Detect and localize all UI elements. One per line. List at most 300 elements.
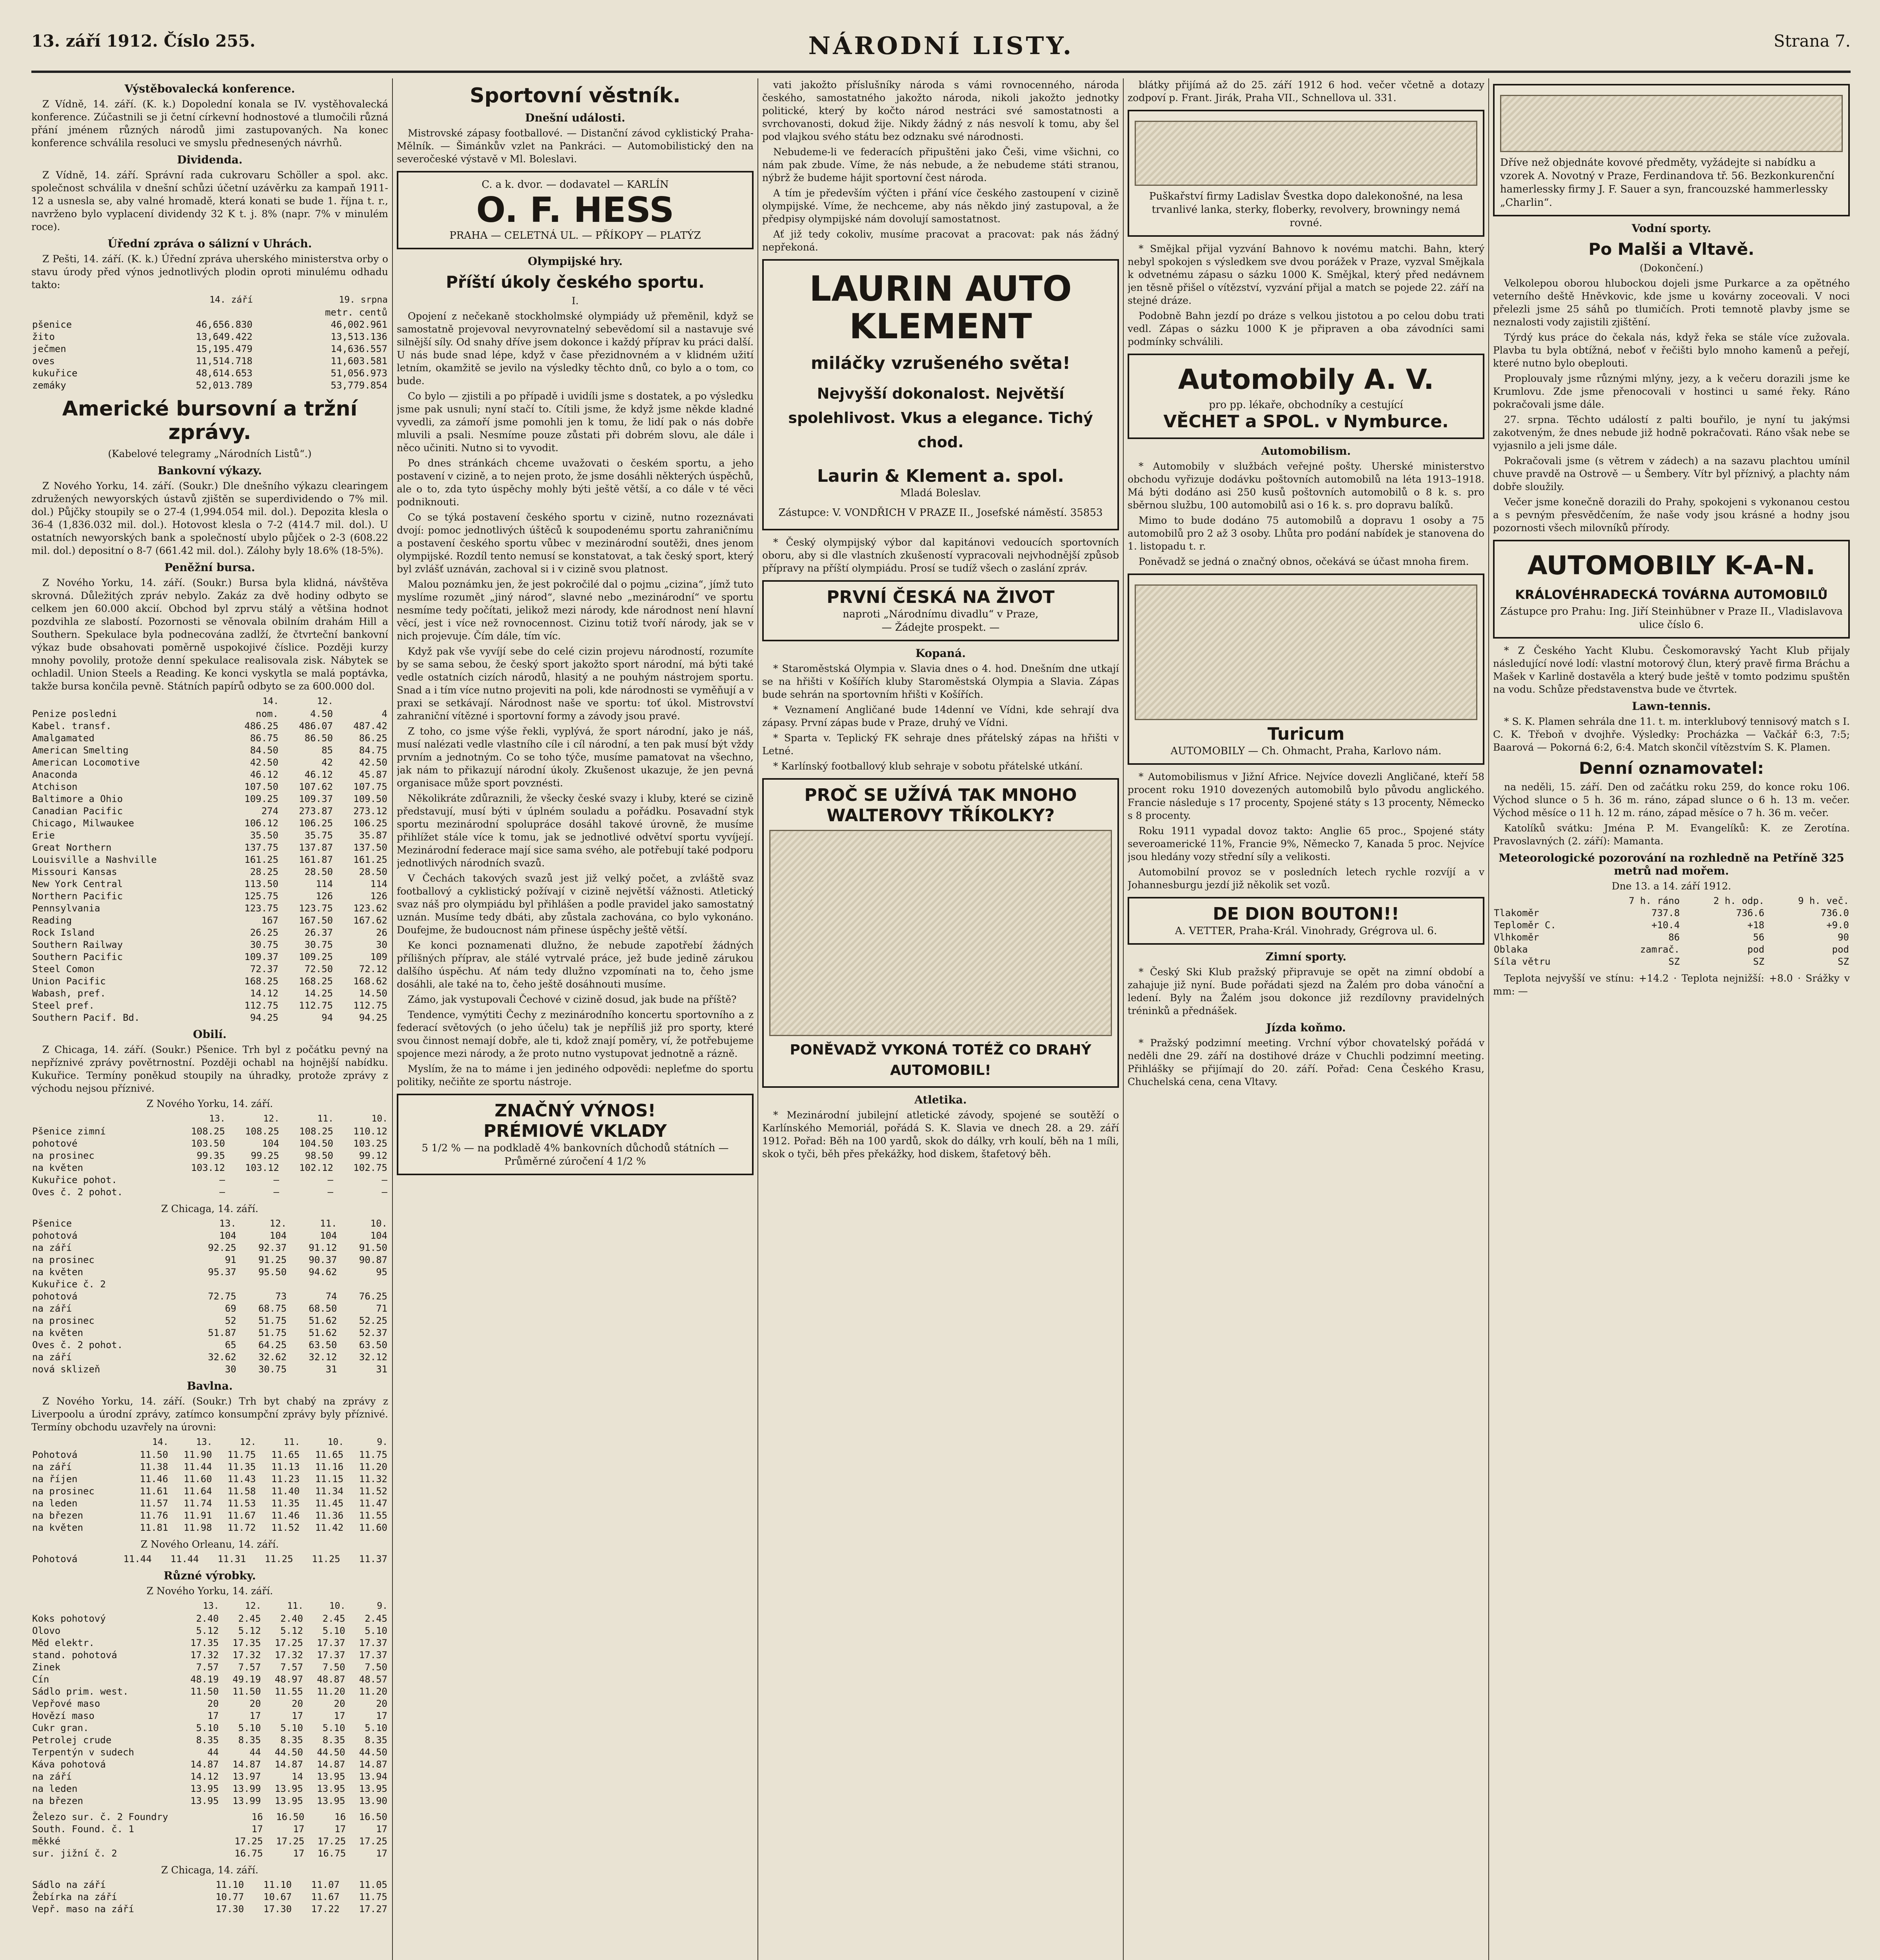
headline: Automobilism. bbox=[1261, 445, 1351, 457]
table-cell: 30.75 bbox=[304, 939, 333, 950]
table-cell: 11.65 bbox=[271, 1449, 300, 1460]
table-cell: 12. bbox=[269, 1218, 287, 1229]
table-row bbox=[31, 1254, 388, 1266]
table-cell: 114 bbox=[370, 878, 387, 889]
article-paragraph: Po dnes stránkách chceme uvažovati o českém sportu, a jeho postavení v cizině, a to nejen proto, že jsme dosáhli některých úspěchů, ale o to, zda tyto úspěchy mohly býti ještě větší, a co dále v té věci podniknouti. bbox=[397, 457, 754, 508]
table-cell: 13.95 bbox=[359, 1783, 387, 1794]
table-cell: +18 bbox=[1747, 920, 1765, 931]
table-cell: — bbox=[219, 1187, 225, 1198]
article-paragraph: Automobilní provoz se v posledních letech rychle rozvíjí a v Johannesburgu jezdí již několik set vozů. bbox=[1128, 866, 1484, 891]
car-illustration bbox=[1135, 584, 1477, 720]
table-row bbox=[31, 829, 388, 842]
table-cell: metr. centů bbox=[325, 307, 387, 318]
table-cell: 11.35 bbox=[227, 1461, 256, 1472]
table-row bbox=[31, 1734, 388, 1746]
table-cell: 14.50 bbox=[359, 988, 387, 999]
advertisement-automobily-av bbox=[1128, 354, 1484, 439]
table-cell: Steel Comon bbox=[32, 964, 94, 975]
market-label: Z Nového Orleanu, 14. září. bbox=[140, 1539, 279, 1550]
table-cell: 17.32 bbox=[274, 1650, 303, 1661]
table-row bbox=[31, 1637, 388, 1649]
article-body bbox=[1128, 460, 1484, 568]
table-row bbox=[1493, 944, 1850, 956]
ad-title: Turicum bbox=[1267, 724, 1345, 744]
table-cell: na září bbox=[32, 1352, 72, 1363]
table-cell: Great Northern bbox=[32, 842, 112, 853]
table-cell: 48.97 bbox=[274, 1674, 303, 1685]
table-cell: 11.76 bbox=[140, 1510, 168, 1521]
table-row bbox=[31, 1230, 388, 1242]
table-cell: 20 bbox=[292, 1698, 303, 1709]
table-cell: 106.25 bbox=[299, 818, 333, 829]
table-row bbox=[31, 1162, 388, 1174]
table-cell: 86.75 bbox=[250, 733, 279, 744]
newspaper-title: NÁRODNÍ LISTY. bbox=[808, 31, 1074, 60]
table-header-cell: 12. bbox=[317, 696, 334, 706]
advertisement-turicum bbox=[1128, 573, 1484, 765]
table-header-cell: 11. bbox=[283, 1437, 300, 1447]
table-cell: 7.50 bbox=[322, 1662, 345, 1673]
table-row bbox=[31, 1242, 388, 1254]
article-paragraph: Mimo to bude dodáno 75 automobilů a dopravu 1 osoby a 75 automobilů pro 2 až 3 osoby. Lhůta pro podání nabídek je stanovena do 1. listopadu t. r. bbox=[1128, 515, 1484, 552]
article-paragraph: Myslím, že na to máme i jen jediného odpovědi: nepleťme do sportu politiky, nečiňte ze sportu nástroje. bbox=[397, 1063, 754, 1087]
section-headline: Denní oznamovatel: bbox=[1579, 759, 1764, 778]
table-cell: 11.98 bbox=[183, 1522, 212, 1533]
advertisement-svestka bbox=[1128, 110, 1484, 237]
table-cell: 48.57 bbox=[359, 1674, 387, 1685]
table-cell: 9 h. več. bbox=[1798, 895, 1849, 906]
table-cell: 5.12 bbox=[238, 1625, 261, 1636]
table-cell: 65 bbox=[225, 1339, 236, 1350]
table-cell: 161.25 bbox=[353, 854, 387, 865]
table-cell: 109 bbox=[370, 951, 387, 962]
table-cell: na září bbox=[32, 1303, 72, 1314]
table-cell: 16.50 bbox=[359, 1811, 387, 1822]
table-cell: 14.87 bbox=[359, 1759, 387, 1770]
table-cell: na květen bbox=[32, 1327, 84, 1338]
article-paragraph: Když pak vše vyvíjí sebe do celé cizin projevu národností, rozumíte by se sama sebou, že český sport jakožto sport národní, má býti také vedle ostatních cizích národů, hlasitý a ne pouhým nástrojem sportu. Snad a i tím více nutno projeviti na poli, kde národnosti se vyměňují a v praxi se setkávají. Národnost naše ve sportu: toť úkol. Mistrovství zahraniční vítězné i sportovní formy a závody jsou pravé. bbox=[397, 646, 754, 722]
ad-text: Mladá Boleslav. bbox=[900, 487, 981, 499]
table-cell: 104 bbox=[262, 1138, 279, 1149]
table-header-cell: 9. bbox=[377, 1437, 388, 1447]
table-row bbox=[31, 1485, 388, 1497]
table-cell: 5.10 bbox=[280, 1722, 303, 1733]
table-cell: 30 bbox=[225, 1364, 236, 1375]
table-row bbox=[31, 1315, 388, 1327]
table-cell: 17.35 bbox=[190, 1637, 219, 1648]
table-cell: 8.35 bbox=[238, 1735, 261, 1746]
table-cell: 11.05 bbox=[359, 1879, 387, 1890]
table-cell: 32.12 bbox=[359, 1352, 387, 1363]
table-cell: 13.95 bbox=[317, 1771, 345, 1782]
table-row bbox=[31, 1339, 388, 1351]
table-cell: 30.75 bbox=[250, 939, 279, 950]
table-cell: 11.91 bbox=[183, 1510, 212, 1521]
headline: Různé výrobky. bbox=[163, 1569, 256, 1582]
table-row bbox=[31, 927, 388, 939]
article-paragraph: A tím je především výčten i přání více českého zastoupení v cizině olympijské. Víme, že nechceme, aby nás někdo jiný zastupoval, a že předpisy olympijské nám dovolují samostatnost. bbox=[762, 187, 1119, 225]
article-paragraph: * Smějkal přijal vyzvání Bahnovo k novému matchi. Bahn, který nebyl spokojen s výsledkem sve dvou porážek v Praze, vyzval Smějkala k odvetnému zápasu o sázku 1000 K. Smějkal, který před nedávnem jen těsně přišel o vítězství, vyzvání přijal a match se pojede 22. září na stejné dráze. bbox=[1128, 243, 1484, 306]
table-cell: na březen bbox=[32, 1510, 84, 1521]
table-cell: 13.95 bbox=[274, 1795, 303, 1806]
table-cell: 11.47 bbox=[359, 1498, 387, 1509]
table-row bbox=[31, 1698, 388, 1710]
table-cell: 2 h. odp. bbox=[1713, 895, 1765, 906]
table-cell: 99.12 bbox=[359, 1150, 387, 1161]
table-cell: 26.25 bbox=[250, 927, 279, 938]
table-cell: 72.12 bbox=[359, 964, 387, 975]
table-cell: Atchison bbox=[32, 781, 78, 792]
table-row bbox=[31, 355, 388, 367]
table-header-cell bbox=[31, 1436, 125, 1449]
table-cell: 104 bbox=[370, 1230, 387, 1241]
table-cell: Vepř. maso na září bbox=[32, 1904, 134, 1915]
table-cell: 112.75 bbox=[353, 1000, 387, 1011]
table-cell: 17.35 bbox=[233, 1637, 261, 1648]
table-cell: 11.60 bbox=[359, 1522, 387, 1533]
table-row bbox=[31, 1661, 388, 1673]
gun-illustration bbox=[1500, 95, 1843, 152]
table-row bbox=[31, 1278, 388, 1290]
table-cell: 107.62 bbox=[299, 781, 333, 792]
table-cell: 14.87 bbox=[274, 1759, 303, 1770]
table-cell: 17.22 bbox=[311, 1904, 340, 1915]
table-cell: 11.16 bbox=[315, 1461, 344, 1472]
table-cell: 17.27 bbox=[359, 1904, 387, 1915]
table-cell: 112.75 bbox=[299, 1000, 333, 1011]
table-cell: 10.67 bbox=[263, 1891, 292, 1902]
table-cell: New York Central bbox=[32, 878, 123, 889]
table-header bbox=[31, 294, 388, 307]
table-cell: 30.75 bbox=[258, 1364, 287, 1375]
table-cell: na květen bbox=[32, 1162, 84, 1173]
table-cell: 91.12 bbox=[309, 1242, 337, 1253]
table-cell: 11.61 bbox=[140, 1486, 168, 1497]
table-header-cell: 12. bbox=[240, 1437, 256, 1447]
table-cell bbox=[31, 307, 130, 319]
table-cell: Koks pohotový bbox=[32, 1613, 106, 1624]
table-cell: 107.50 bbox=[244, 781, 279, 792]
column-5 bbox=[1493, 78, 1850, 1960]
table-cell: 11.44 bbox=[123, 1553, 152, 1564]
issue-date: 13. září 1912. Číslo 255. bbox=[31, 31, 256, 51]
table-cell: 14.87 bbox=[233, 1759, 261, 1770]
article-paragraph: Ke konci poznamenati dlužno, že nebude zapotřebí žádných přílišných příprav, ale stálé vytrvalé práce, jež bude jedině zárukou dalšího úspěchu. Ať nám tedy dlužno vzpomínati na to, čeho jsme dosáhli, ale také na to, čeho ještě dosáhnouti musíme. bbox=[397, 940, 754, 990]
grain-table bbox=[31, 1112, 388, 1198]
table-cell: — bbox=[381, 1187, 387, 1198]
table-row bbox=[31, 720, 388, 732]
table-cell: 11.64 bbox=[183, 1486, 212, 1497]
table-cell: Tlakoměr bbox=[1494, 907, 1539, 918]
table-header-cell: 13. bbox=[196, 1437, 213, 1447]
ad-company: KRÁLOVÉHRADECKÁ TOVÁRNA AUTOMOBILŮ bbox=[1515, 587, 1828, 602]
table-cell: 7.50 bbox=[365, 1662, 387, 1673]
table-cell: 44 bbox=[207, 1747, 219, 1758]
table-cell: Union Pacific bbox=[32, 976, 106, 987]
table-cell: 113.50 bbox=[244, 878, 279, 889]
ad-text: A. VETTER, Praha-Král. Vinohrady, Grégrova ul. 6. bbox=[1175, 925, 1437, 937]
column-rule bbox=[757, 78, 758, 1960]
table-row bbox=[1493, 956, 1850, 968]
column-2 bbox=[397, 78, 754, 1960]
table-cell: 32.62 bbox=[208, 1352, 236, 1363]
table-cell: sur. jižní č. 2 bbox=[32, 1848, 117, 1859]
table-cell: 108.25 bbox=[299, 1126, 333, 1137]
table-cell: 16 bbox=[251, 1811, 263, 1822]
ad-title: O. F. HESS bbox=[476, 190, 674, 230]
table-cell: 11.07 bbox=[311, 1879, 340, 1890]
article-text: Z Nového Yorku, 14. září. (Soukr.) Dle dnešního výkazu clearingem združených newyorských ústavů zjištěn se superdividendo o 7% mil. dol.) Půjčky stoupily se o 27-4 (1,994.054 mil. dol.). Depozita klesla o 36-4 (1,836.032 mil. dol.). Hotovost klesla o 7-2 (414.7 mil. dol.). U ostatních newyorských bank a společností ubylo půjček o 2-3 (608.22 mil. dol.) depositní o 8-7 (661.42 mil. dol.). Zálohy byly 18.6% (18-5%). bbox=[31, 480, 388, 556]
table-cell: 68.75 bbox=[258, 1303, 287, 1314]
table-cell: 13,649.422 bbox=[196, 331, 252, 342]
table-cell: 17.32 bbox=[190, 1650, 219, 1661]
table-cell: 7 h. ráno bbox=[1629, 895, 1680, 906]
table-cell: 4 bbox=[381, 708, 387, 719]
column-1 bbox=[31, 78, 388, 1960]
article-paragraph: Několikráte zdůraznili, že všecky české svazy i kluby, které se cizině představují, musí býti v úplném souladu a pořádku. Posavadní styk sportu mezinárodní spolupráce dosáhl takové úrovně, že musíme přihlížet stále více k tomu, jak se jednotlivé odvětví sportu vyvíjejí. Mezinárodní federace mají sice sama svého, ale potřebují také podporu jednotlivých národních svazů. bbox=[397, 793, 754, 869]
table-cell: 167.50 bbox=[299, 915, 333, 926]
table-cell: 51.75 bbox=[258, 1327, 287, 1338]
table-cell: 11.44 bbox=[183, 1461, 212, 1472]
table-cell: Kukuřice č. 2 bbox=[32, 1279, 106, 1290]
advertisement-novotny bbox=[1493, 84, 1850, 216]
table-cell: na prosinec bbox=[32, 1150, 94, 1161]
table-cell: 17.37 bbox=[359, 1637, 387, 1648]
table-cell: 107.75 bbox=[353, 781, 387, 792]
table-cell bbox=[287, 1278, 338, 1290]
table-cell: 5.12 bbox=[280, 1625, 303, 1636]
table-cell: Železo sur. č. 2 Foundry bbox=[32, 1811, 168, 1822]
table-cell: 94.25 bbox=[250, 1012, 279, 1023]
table-cell: 137.87 bbox=[299, 842, 333, 853]
table-row bbox=[31, 1012, 388, 1024]
table-cell: 13. bbox=[219, 1218, 236, 1229]
table-cell: Oves č. 2 pohot. bbox=[32, 1339, 123, 1350]
table-cell: 28.50 bbox=[304, 866, 333, 877]
table-cell: pod bbox=[1832, 944, 1849, 955]
table-cell: 52.37 bbox=[359, 1327, 387, 1338]
table-cell: ječmen bbox=[32, 343, 66, 354]
advertisement-premium-deposits bbox=[397, 1094, 754, 1175]
table-cell: 13.99 bbox=[233, 1783, 261, 1794]
table-cell: 137.75 bbox=[244, 842, 279, 853]
table-cell: Southern Pacific bbox=[32, 951, 123, 962]
table-row bbox=[31, 367, 388, 379]
table-cell: +10.4 bbox=[1651, 920, 1680, 931]
table-header bbox=[31, 1600, 388, 1613]
table-cell: 44.50 bbox=[274, 1747, 303, 1758]
tricycle-illustration bbox=[769, 830, 1112, 1036]
table-cell: 72.37 bbox=[250, 964, 279, 975]
table-cell: 112.75 bbox=[244, 1000, 279, 1011]
section-headline: Americké bursovní a tržní zprávy. bbox=[62, 397, 358, 444]
table-cell: Oves č. 2 pohot. bbox=[32, 1187, 123, 1198]
table-cell: 14.87 bbox=[317, 1759, 345, 1770]
table-row bbox=[31, 890, 388, 902]
table-row bbox=[31, 1710, 388, 1722]
table-row bbox=[31, 854, 388, 866]
table-cell: Pšenice zimní bbox=[32, 1126, 106, 1137]
table-header-cell: 12. bbox=[263, 1114, 280, 1124]
table-row bbox=[31, 1473, 388, 1485]
table-cell: 44.50 bbox=[317, 1747, 345, 1758]
table-cell: 16.50 bbox=[276, 1811, 305, 1822]
table-cell: 137.50 bbox=[353, 842, 387, 853]
article-paragraph: Roku 1911 vypadal dovoz takto: Anglie 65 proc., Spojené státy severoamerické 11%, Francie 9%, Německo 7, Kanada 5 proc. Nejvíce jsou hledány vozy střední síly a velikosti. bbox=[1128, 825, 1484, 862]
table-cell: Sádlo na září bbox=[32, 1879, 106, 1890]
table-cell: 44 bbox=[249, 1747, 261, 1758]
ad-title: LAURIN AUTO KLEMENT bbox=[809, 269, 1072, 347]
table-cell: 35.75 bbox=[304, 830, 333, 841]
table-row bbox=[31, 975, 388, 987]
table-cell: 108.25 bbox=[191, 1126, 225, 1137]
advertisement-kan bbox=[1493, 540, 1850, 639]
table-cell: 8.35 bbox=[280, 1735, 303, 1746]
table-cell: Northern Pacific bbox=[32, 891, 123, 902]
table-cell: 49.19 bbox=[233, 1674, 261, 1685]
table-cell: +9.0 bbox=[1826, 920, 1849, 931]
table-cell: 104 bbox=[320, 1230, 337, 1241]
table-cell: 17 bbox=[249, 1710, 261, 1721]
part-number: I. bbox=[572, 295, 579, 307]
table-cell: 94.25 bbox=[359, 1012, 387, 1023]
table-cell: na květen bbox=[32, 1267, 84, 1278]
table-cell: 92.37 bbox=[258, 1242, 287, 1253]
table-row bbox=[31, 1771, 388, 1783]
table-cell: 11.23 bbox=[271, 1474, 300, 1485]
table-cell: 13.95 bbox=[190, 1783, 219, 1794]
table-cell: Pohotová bbox=[32, 1553, 78, 1564]
table-cell: na září bbox=[32, 1242, 72, 1253]
table-cell: Cukr gran. bbox=[32, 1722, 89, 1733]
ad-company: Laurin & Klement a. spol. bbox=[817, 466, 1064, 486]
table-cell: 14 bbox=[292, 1771, 303, 1782]
table-cell: 274 bbox=[261, 806, 279, 817]
table-cell: na leden bbox=[32, 1783, 78, 1794]
table-row bbox=[31, 1811, 388, 1823]
table-row bbox=[1493, 931, 1850, 944]
table-cell: 11.75 bbox=[359, 1891, 387, 1902]
market-label: Z Nového Yorku, 14. září. bbox=[146, 1098, 273, 1109]
table-row bbox=[31, 319, 388, 331]
table-cell: 11. bbox=[320, 1218, 337, 1229]
article-text: blátky přijímá až do 25. září 1912 6 hod. večer včetně a dotazy zodpoví p. Frant. Jirák, Praha VII., Schnellova ul. 331. bbox=[1128, 79, 1484, 103]
headline: Bankovní výkazy. bbox=[157, 464, 262, 477]
column-rule bbox=[1123, 78, 1124, 1960]
headline: Atletika. bbox=[914, 1093, 967, 1106]
table-cell: Penize posledni bbox=[32, 708, 117, 719]
table-cell: pohotová bbox=[32, 1291, 78, 1302]
headline: Kopaná. bbox=[915, 647, 966, 660]
iron-table bbox=[31, 1811, 388, 1860]
table-cell: Pšenice bbox=[32, 1218, 72, 1229]
table-row bbox=[31, 1847, 388, 1860]
table-cell: 95 bbox=[376, 1267, 387, 1278]
table-cell: Káva pohotová bbox=[32, 1759, 106, 1770]
article-paragraph: Pokračovali jsme (s větrem v zádech) a na sazavu plachtou umínil chuve pravdě na Ostrově — u Šembery. Vítr byl příznivý, a plachty nám dobře sloužily. bbox=[1493, 455, 1850, 492]
table-cell: 104 bbox=[219, 1230, 236, 1241]
table-cell: 8.35 bbox=[322, 1735, 345, 1746]
ad-text: AUTOMOBILY — Ch. Ohmacht, Praha, Karlovo nám. bbox=[1170, 745, 1442, 757]
table-cell: 11.52 bbox=[359, 1486, 387, 1497]
table-cell: 94 bbox=[322, 1012, 333, 1023]
table-cell: 85 bbox=[322, 745, 333, 756]
table-row bbox=[31, 1497, 388, 1510]
table-cell: — bbox=[273, 1174, 279, 1185]
table-cell: 99.35 bbox=[196, 1150, 225, 1161]
headline: Peněžní bursa. bbox=[164, 561, 255, 574]
table-cell: 17 bbox=[376, 1710, 387, 1721]
ad-title: PROČ SE UŽÍVÁ TAK MNOHO WALTEROVY TŘÍKOLKY? bbox=[804, 785, 1077, 826]
table-cell: 5.10 bbox=[322, 1722, 345, 1733]
article-text: Mistrovské zápasy footballové. — Distanční závod cyklistický Praha-Mělník. — Šimánkův vzlet na Pankráci. — Automobilistický den na severočeské výstavě v Ml. Boleslavi. bbox=[397, 127, 754, 165]
table-cell: 16 bbox=[334, 1811, 346, 1822]
table-cell: žito bbox=[32, 331, 55, 342]
article-body bbox=[397, 310, 754, 1088]
table-cell: 161.87 bbox=[299, 854, 333, 865]
table-cell: 51.87 bbox=[208, 1327, 236, 1338]
table-cell: 51,056.973 bbox=[331, 368, 387, 379]
table-row bbox=[31, 1327, 388, 1339]
table-row bbox=[31, 708, 388, 720]
advertisement-hess bbox=[397, 171, 754, 249]
table-row bbox=[31, 1266, 388, 1278]
column-4 bbox=[1128, 78, 1484, 1960]
table-header-cell: 10. bbox=[327, 1437, 344, 1447]
table-cell: 10.77 bbox=[215, 1891, 244, 1902]
table-cell: 48,614.653 bbox=[196, 368, 252, 379]
headline: Lawn-tennis. bbox=[1632, 700, 1711, 713]
table-cell: zamrač. bbox=[1640, 944, 1680, 955]
continuation-note: (Dokončení.) bbox=[1640, 262, 1703, 274]
table-cell: 46,002.961 bbox=[331, 319, 387, 330]
table-cell: 14.12 bbox=[190, 1771, 219, 1782]
headline: Zimní sporty. bbox=[1266, 950, 1346, 963]
table-cell: — bbox=[219, 1174, 225, 1185]
table-cell: 126 bbox=[316, 891, 333, 902]
table-cell: 56 bbox=[1753, 932, 1765, 943]
table-cell: 17 bbox=[293, 1848, 305, 1859]
article-paragraph: Malou poznámku jen, že jest pokročilé dal o pojmu „cizina“, jímž tuto myslíme rozumět „jiný národ“, slavné nebo „mezinárodní“ ve sportu nesmíme tedy počítati, jelikož mezi národy, kde národnost není hlavní věcí, jest i více než rovnocennost. Cizinu totiž tvoří národy, jak se v nich projevuje. Čím dále, tím víc. bbox=[397, 579, 754, 642]
table-cell: Missouri Kansas bbox=[32, 866, 117, 877]
article-body bbox=[762, 662, 1119, 773]
table-cell: 86.50 bbox=[304, 733, 333, 744]
table-cell: 32.12 bbox=[309, 1352, 337, 1363]
table-cell: 92.25 bbox=[208, 1242, 236, 1253]
table-row bbox=[31, 939, 388, 951]
table-cell: 46.12 bbox=[250, 769, 279, 780]
table-cell: 51.75 bbox=[258, 1315, 287, 1326]
table-cell: 72.75 bbox=[208, 1291, 236, 1302]
table-row bbox=[31, 1625, 388, 1637]
table-cell: 13.90 bbox=[359, 1795, 387, 1806]
table-cell: 13,513.136 bbox=[331, 331, 387, 342]
table-cell: — bbox=[327, 1187, 333, 1198]
table-cell: Síla větru bbox=[1494, 956, 1551, 967]
table-cell: 14,636.557 bbox=[331, 343, 387, 354]
advertisement-laurin-klement bbox=[762, 259, 1119, 530]
headline: Meteorologické pozorování na rozhledně na Petříně 325 metrů nad mořem. bbox=[1499, 851, 1844, 877]
table-cell: Terpentýn v sudech bbox=[32, 1747, 134, 1758]
table-cell bbox=[338, 1278, 389, 1290]
table-cell: 736.0 bbox=[1820, 907, 1849, 918]
table-cell: měkké bbox=[32, 1836, 61, 1847]
table-cell: 20 bbox=[376, 1698, 387, 1709]
table-cell: 103.12 bbox=[191, 1162, 225, 1173]
table-cell: 109.37 bbox=[299, 793, 333, 804]
table-row bbox=[31, 951, 388, 963]
table-cell: 11.72 bbox=[227, 1522, 256, 1533]
